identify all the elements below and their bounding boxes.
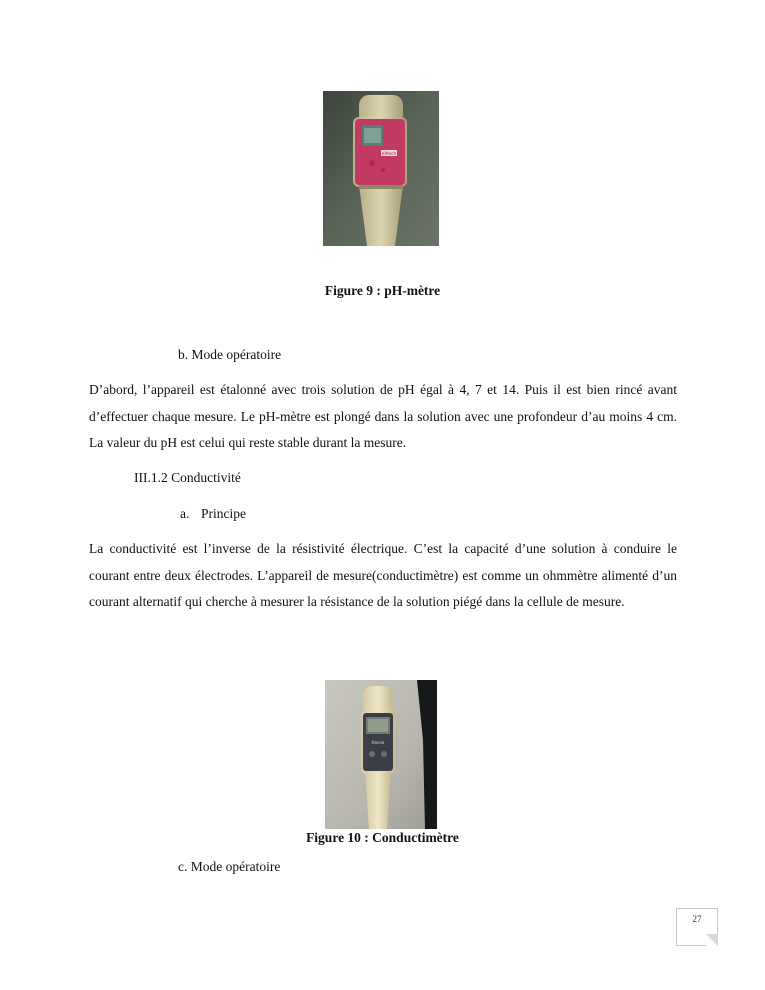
- page-number: 27: [692, 914, 702, 924]
- page-number-box: [676, 908, 718, 946]
- conductivity-meter-photo: [325, 680, 437, 829]
- section-b-heading: b. Mode opératoire: [178, 347, 282, 362]
- section-a-heading: [180, 506, 246, 522]
- figure-10-caption: Figure 10 : Conductimètre: [306, 830, 459, 845]
- section-b-paragraph: D’abord, l’appareil est étalonné avec trois solution de pH égal à 4, 7 et 14. Puis il est bien rincé avant d’effectuer chaque mesure. Le pH-mètre est plongé dans la solution avec une profondeur d’au moins 4 cm. La valeur du pH est celui qui reste stable durant la mesure.: [89, 382, 677, 450]
- section-a-paragraph: La conductivité est l’inverse de la résistivité électrique. C’est la capacité d’une solution à conduire le courant entre deux électrodes. L’appareil de mesure(conductimètre) est comme un ohmmètre alimenté d’un courant alternatif qui cherche à mesurer la résistance de la solution piégé dans la cellule de mesure.: [89, 541, 677, 609]
- ph-meter-brand-text: eXtech: [382, 151, 396, 156]
- section-a-marker: a.: [180, 506, 190, 521]
- conductivity-meter-brand-text: Hanna: [371, 740, 385, 745]
- page-fold-icon: [706, 934, 718, 946]
- figure-9-caption: Figure 9 : pH-mètre: [324, 283, 441, 298]
- ph-meter-photo: [323, 91, 439, 246]
- section-c-heading: c. Mode opératoire: [178, 859, 281, 874]
- section-a-title: Principe: [201, 506, 246, 521]
- section-iii-1-2-heading: III.1.2 Conductivité: [134, 470, 241, 485]
